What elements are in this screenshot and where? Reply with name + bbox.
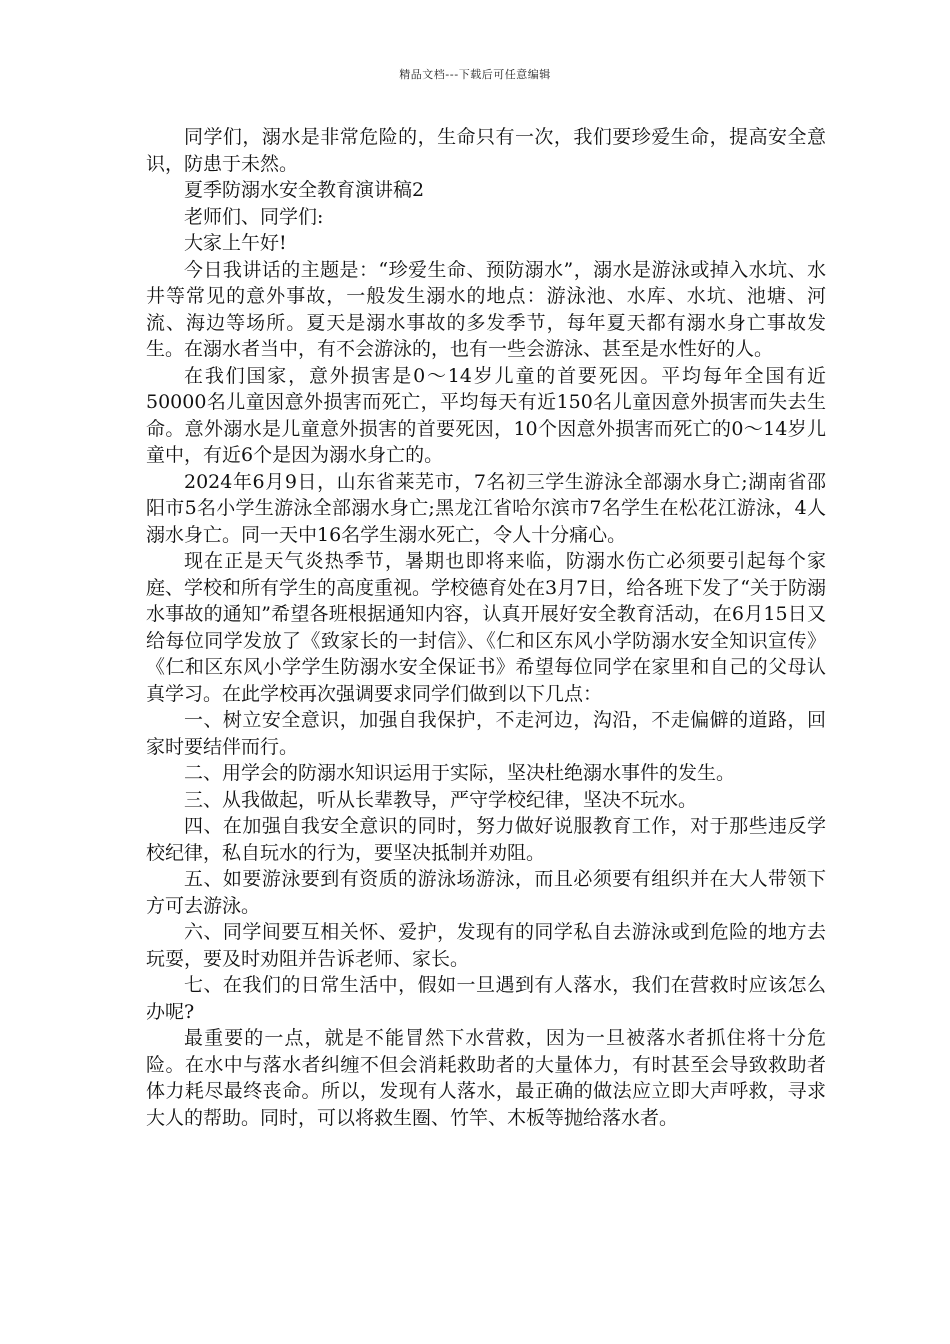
document-body — [146, 124, 826, 1131]
paragraph: 今日我讲话的主题是：“珍爱生命、预防溺水”，溺水是游泳或掉入水坑、水井等常见的意外事故，一般发生溺水的地点：游泳池、水库、水坑、池塘、河流、海边等场所。夏天是溺水事故的多发季节，每年夏天都有溺水身亡事故发生。在溺水者当中，有不会游泳的，也有一些会游泳、甚至是水性好的人。 — [146, 258, 826, 360]
list-item: 三、从我做起，听从长辈教导，严守学校纪律，坚决不玩水。 — [184, 788, 698, 811]
list-item: 五、如要游泳要到有资质的游泳场游泳，而且必须要有组织并在大人带领下方可去游泳。 — [146, 868, 826, 917]
salutation: 老师们、同学们: — [184, 205, 324, 228]
list-item: 七、在我们的日常生活中，假如一旦遇到有人落水，我们在营救时应该怎么办呢? — [146, 974, 826, 1023]
list-item: 一、树立安全意识，加强自我保护，不走河边，沟沿，不走偏僻的道路，回家时要结伴而行。 — [146, 709, 826, 758]
list-item: 六、同学间要互相关怀、爱护，发现有的同学私自去游泳或到危险的地方去玩耍，要及时劝阻并告诉老师、家长。 — [146, 921, 826, 970]
list-item: 四、在加强自我安全意识的同时，努力做好说服教育工作，对于那些违反学校纪律，私自玩水的行为，要坚决抵制并劝阻。 — [146, 815, 826, 864]
greeting: 大家上午好! — [184, 232, 287, 254]
page-header: 精品文档---下载后可任意编辑 — [399, 68, 551, 81]
paragraph: 最重要的一点，就是不能冒然下水营救，因为一旦被落水者抓住将十分危险。在水中与落水者纠缠不但会消耗救助者的大量体力，有时甚至会导致救助者体力耗尽最终丧命。所以，发现有人落水，最正确的做法应立即大声呼救，寻求大人的帮助。同时，可以将救生圈、竹竿、木板等抛给落水者。 — [146, 1027, 826, 1129]
list-item: 二、用学会的防溺水知识运用于实际，坚决杜绝溺水事件的发生。 — [184, 762, 736, 784]
paragraph: 现在正是天气炎热季节，暑期也即将来临，防溺水伤亡必须要引起每个家庭、学校和所有学生的高度重视。学校德育处在3月7日，给各班下发了“关于防溺水事故的通知”希望各班根据通知内容，认真开展好安全教育活动，在6月15日又给每位同学发放了《致家长的一封信》、《仁和区东风小学防溺水安全知识宣传》《仁和区东风小学学生防溺水安全保证书》希望每位同学在家里和自己的父母认真学习。在此学校再次强调要求同学们做到以下几点： — [146, 550, 826, 705]
section-title: 夏季防溺水安全教育演讲稿2 — [184, 179, 425, 201]
paragraph: 2024年6月9日，山东省莱芜市，7名初三学生游泳全部溺水身亡;湖南省邵阳市5名小学生游泳全部溺水身亡;黑龙江省哈尔滨市7名学生在松花江游泳，4人溺水身亡。同一天中16名学生溺水死亡，令人十分痛心。 — [146, 470, 826, 546]
paragraph: 在我们国家，意外损害是0～14岁儿童的首要死因。平均每年全国有近50000名儿童因意外损害而死亡，平均每天有近150名儿童因意外损害而失去生命。意外溺水是儿童意外损害的首要死因，10个因意外损害而死亡的0～14岁儿童中，有近6个是因为溺水身亡的。 — [146, 364, 826, 466]
paragraph: 同学们，溺水是非常危险的，生命只有一次，我们要珍爱生命，提高安全意识，防患于未然。 — [146, 126, 826, 175]
